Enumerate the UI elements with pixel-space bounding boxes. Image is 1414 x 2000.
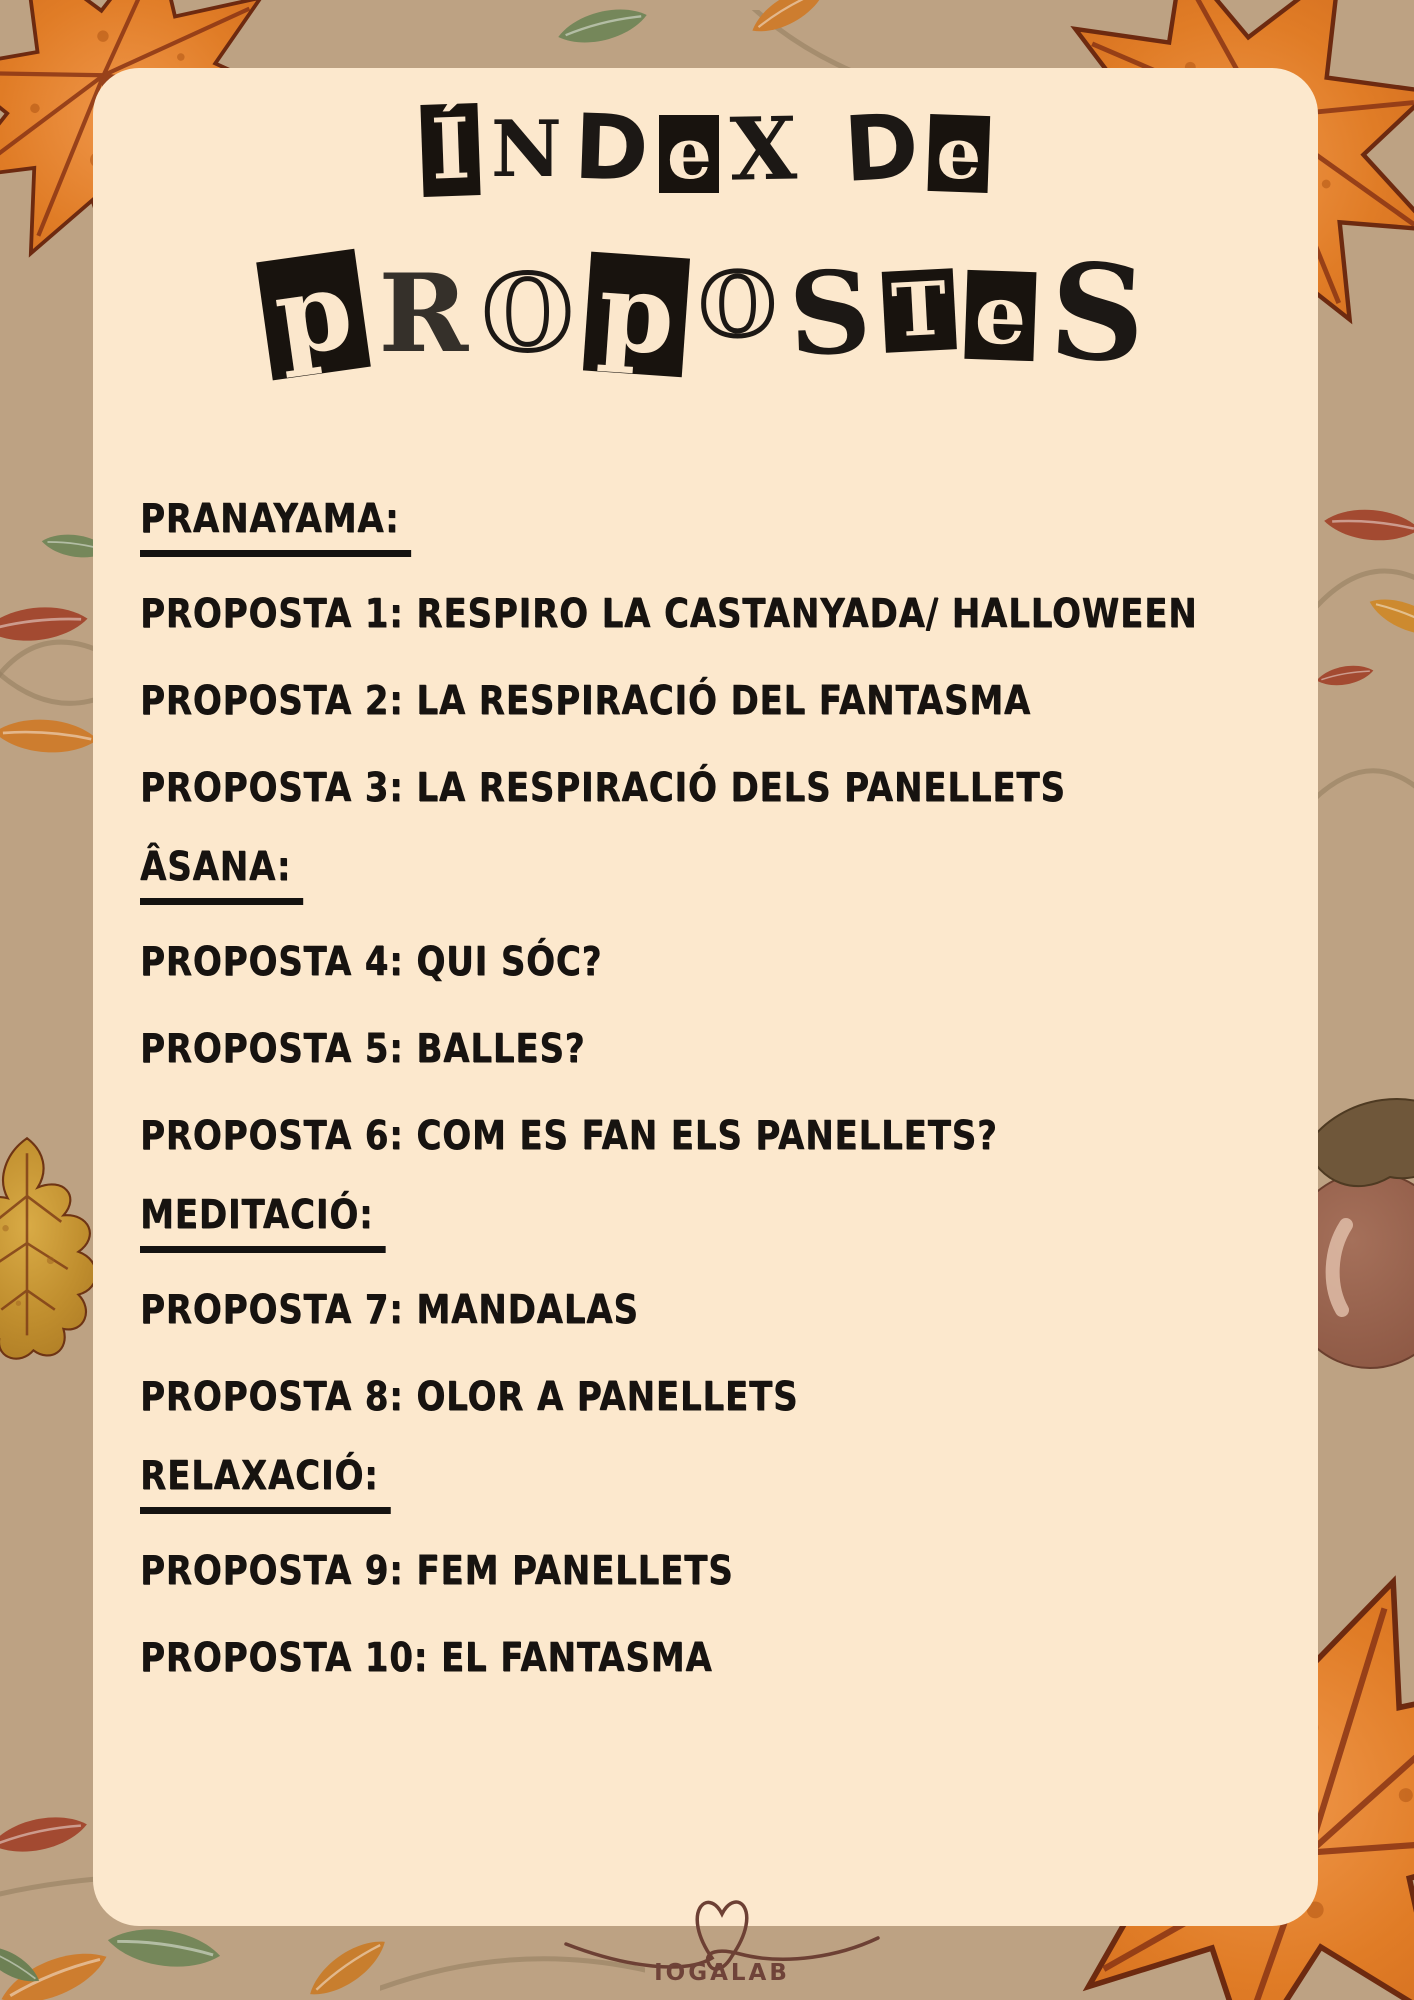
title-letter: R [378,250,469,377]
title-letter: e [964,270,1036,361]
toc-item [140,1005,1300,1092]
toc-item [140,744,1300,831]
title-letter: Í [421,103,482,197]
toc-item-label: PROPOSTA 4: QUI SÓC? [140,938,603,985]
title-letter: e [659,115,719,192]
brand-label: IOGALAB [654,1960,790,1986]
toc-item [140,570,1300,657]
title-line-1 [93,95,1318,204]
title-letter: S [1046,233,1150,394]
toc-item-label: PROPOSTA 6: COM ES FAN ELS PANELLETS? [140,1112,998,1159]
title-letter: p [256,248,371,379]
toc-item [140,1614,1300,1701]
toc-heading-label: ÂSANA: [140,844,303,905]
title-letter: p [583,251,690,376]
toc-section-heading [140,831,1300,918]
toc-section-heading [140,1440,1300,1527]
toc-item-label: PROPOSTA 3: LA RESPIRACIÓ DELS PANELLETS [140,764,1066,811]
title-letter: O [483,253,573,374]
toc-item [140,1092,1300,1179]
flat-leaf-green-icon [551,0,653,58]
toc-item-label: PROPOSTA 10: EL FANTASMA [140,1634,713,1681]
flat-leaf-orange-icon [0,708,102,763]
toc-item-label: PROPOSTA 9: FEM PANELLETS [140,1547,734,1594]
title-letter: X [729,98,799,201]
toc-section-heading [140,1179,1300,1266]
oak-leaf-icon [0,1085,102,1425]
title-letter: S [786,245,874,382]
toc-item [140,1266,1300,1353]
toc-heading-label: MEDITACIÓ: [140,1192,385,1253]
title-line-2 [93,233,1318,394]
toc-item-label: PROPOSTA 8: OLOR A PANELLETS [140,1373,799,1420]
toc-item-label: PROPOSTA 2: LA RESPIRACIÓ DEL FANTASMA [140,677,1032,724]
title-letter: T [882,268,957,352]
page-title [93,95,1318,394]
toc-item [140,918,1300,1005]
title-letter: N [491,104,562,196]
toc-item-label: PROPOSTA 1: RESPIRO LA CASTANYADA/ HALLOWEEN [140,590,1198,637]
title-letter: D [840,95,921,204]
toc-item [140,1527,1300,1614]
flat-leaf-red-icon [1320,499,1414,552]
toc-heading-label: PRANAYAMA: [140,496,411,557]
title-letter: O [699,254,776,356]
toc-item-label: PROPOSTA 5: BALLES? [140,1025,586,1072]
toc-section-heading [140,483,1300,570]
toc-heading-label: RELAXACIÓ: [140,1453,390,1514]
toc-item [140,1353,1300,1440]
toc-item-label: PROPOSTA 7: MANDALAS [140,1286,639,1333]
table-of-contents [140,483,1300,1701]
title-letter: e [928,114,991,193]
title-letter: D [571,95,650,203]
toc-item [140,657,1300,744]
